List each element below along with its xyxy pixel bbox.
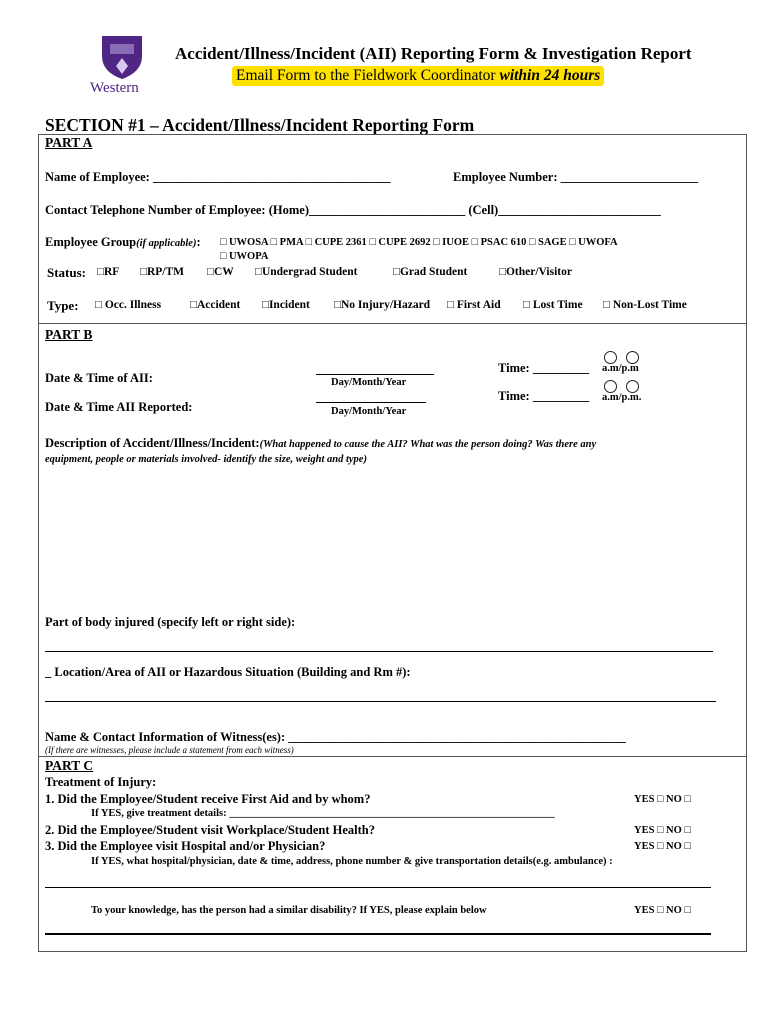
logo-wordmark: Western (90, 80, 139, 96)
type-option-no-injury[interactable]: □No Injury/Hazard (334, 299, 431, 311)
time-of-aii-ampm: a.m/p.m (602, 363, 639, 374)
description-label-row (45, 436, 596, 451)
question-3-details-label: If YES, what hospital/physician, date & time, address, phone number & give transportation details(e.g. ambulance) : (91, 856, 613, 867)
type-option-accident[interactable]: □Accident (190, 299, 241, 311)
time-reported-field[interactable]: Time: _________ (498, 389, 590, 403)
treatment-label: Treatment of Injury: (45, 775, 157, 789)
question-3-yes-no[interactable]: YES □ NO □ (634, 841, 691, 852)
question-4-yes-no[interactable]: YES □ NO □ (634, 905, 691, 916)
type-option-incident[interactable]: □Incident (262, 299, 310, 311)
status-option-other[interactable]: □Other/Visitor (499, 266, 572, 278)
date-reported-label: Date & Time AII Reported: (45, 400, 193, 414)
part-b-label: PART B (45, 327, 93, 342)
body-part-label: Part of body injured (specify left or right side): (45, 615, 296, 629)
form-title: Accident/Illness/Incident (AII) Reporting Form & Investigation Report (175, 44, 692, 63)
witness-note: (If there are witnesses, please include a statement from each witness) (45, 745, 294, 755)
employee-group-qualifier: (if applicable) (136, 238, 197, 249)
date-reported-line[interactable] (316, 402, 426, 403)
body-part-line[interactable] (45, 651, 713, 652)
time-of-aii-field[interactable]: Time: _________ (498, 361, 590, 375)
employee-group-text: Employee Group (45, 235, 137, 249)
part-divider (38, 323, 747, 324)
employee-group-colon: : (196, 235, 201, 249)
witness-field[interactable]: Name & Contact Information of Witness(es): ______________________________________________________ (45, 730, 626, 744)
subtitle-deadline: within 24 hours (499, 67, 601, 84)
question-4: To your knowledge, has the person had a similar disability? If YES, please explain below (91, 905, 487, 916)
question-3: 3. Did the Employee visit Hospital and/or Physician? (45, 839, 326, 853)
date-of-aii-label: Date & Time of AII: (45, 371, 153, 385)
description-label: Description of Accident/Illness/Incident: (45, 436, 260, 450)
type-label: Type: (47, 298, 79, 313)
question-2: 2. Did the Employee/Student visit Workplace/Student Health? (45, 823, 376, 837)
part-c-label: PART C (45, 758, 94, 773)
form-subtitle (232, 66, 604, 86)
type-option-lost-time[interactable]: □ Lost Time (523, 299, 583, 311)
type-option-non-lost-time[interactable]: □ Non-Lost Time (603, 299, 687, 311)
type-option-first-aid[interactable]: □ First Aid (447, 299, 501, 311)
employee-group-options[interactable]: □ UWOSA □ PMA □ CUPE 2361 □ CUPE 2692 □ IUOE □ PSAC 610 □ SAGE □ UWOFA (220, 237, 618, 248)
employee-group-label (45, 235, 201, 250)
employee-name-field[interactable]: Name of Employee: ______________________________________ (45, 170, 391, 184)
question-3-details-line[interactable] (45, 887, 711, 888)
date-reported-format: Day/Month/Year (331, 406, 407, 417)
contact-phone-field[interactable]: Contact Telephone Number of Employee: (Home)_________________________ (Cell)__________________________ (45, 203, 661, 217)
part-divider-2 (38, 756, 747, 757)
question-1: 1. Did the Employee/Student receive First Aid and by whom? (45, 792, 371, 806)
date-of-aii-format: Day/Month/Year (331, 377, 407, 388)
part-a-label: PART A (45, 135, 93, 150)
question-2-yes-no[interactable]: YES □ NO □ (634, 825, 691, 836)
description-hint-2: equipment, people or materials involved- identify the size, weight and type) (45, 454, 367, 465)
status-option-grad[interactable]: □Grad Student (393, 266, 468, 278)
employee-number-field[interactable]: Employee Number: ______________________ (453, 170, 699, 184)
description-hint: (What happened to cause the AII? What was the person doing? Was there any (259, 439, 597, 450)
question-1-yes-no[interactable]: YES □ NO □ (634, 794, 691, 805)
location-line[interactable] (45, 701, 716, 702)
employee-group-options-2[interactable]: □ UWOPA (220, 251, 269, 262)
subtitle-text: Email Form to the Fieldwork Coordinator (236, 67, 500, 84)
section-heading: SECTION #1 – Accident/Illness/Incident Reporting Form (45, 115, 475, 135)
status-option-cw[interactable]: □CW (207, 266, 234, 278)
question-1-details-field[interactable]: If YES, give treatment details: ______________________________________________________________ (91, 808, 555, 819)
description-textarea[interactable] (45, 472, 715, 607)
date-of-aii-line[interactable] (316, 374, 434, 375)
status-option-rptm[interactable]: □RP/TM (140, 266, 184, 278)
time-reported-ampm: a.m/p.m. (602, 392, 642, 403)
status-option-undergrad[interactable]: □Undergrad Student (255, 266, 358, 278)
status-label: Status: (47, 265, 87, 280)
type-option-occ-illness[interactable]: □ Occ. Illness (95, 299, 162, 311)
location-label: _ Location/Area of AII or Hazardous Situation (Building and Rm #): (45, 665, 411, 679)
question-4-details-line[interactable] (45, 933, 711, 935)
status-option-rf[interactable]: □RF (97, 266, 120, 278)
